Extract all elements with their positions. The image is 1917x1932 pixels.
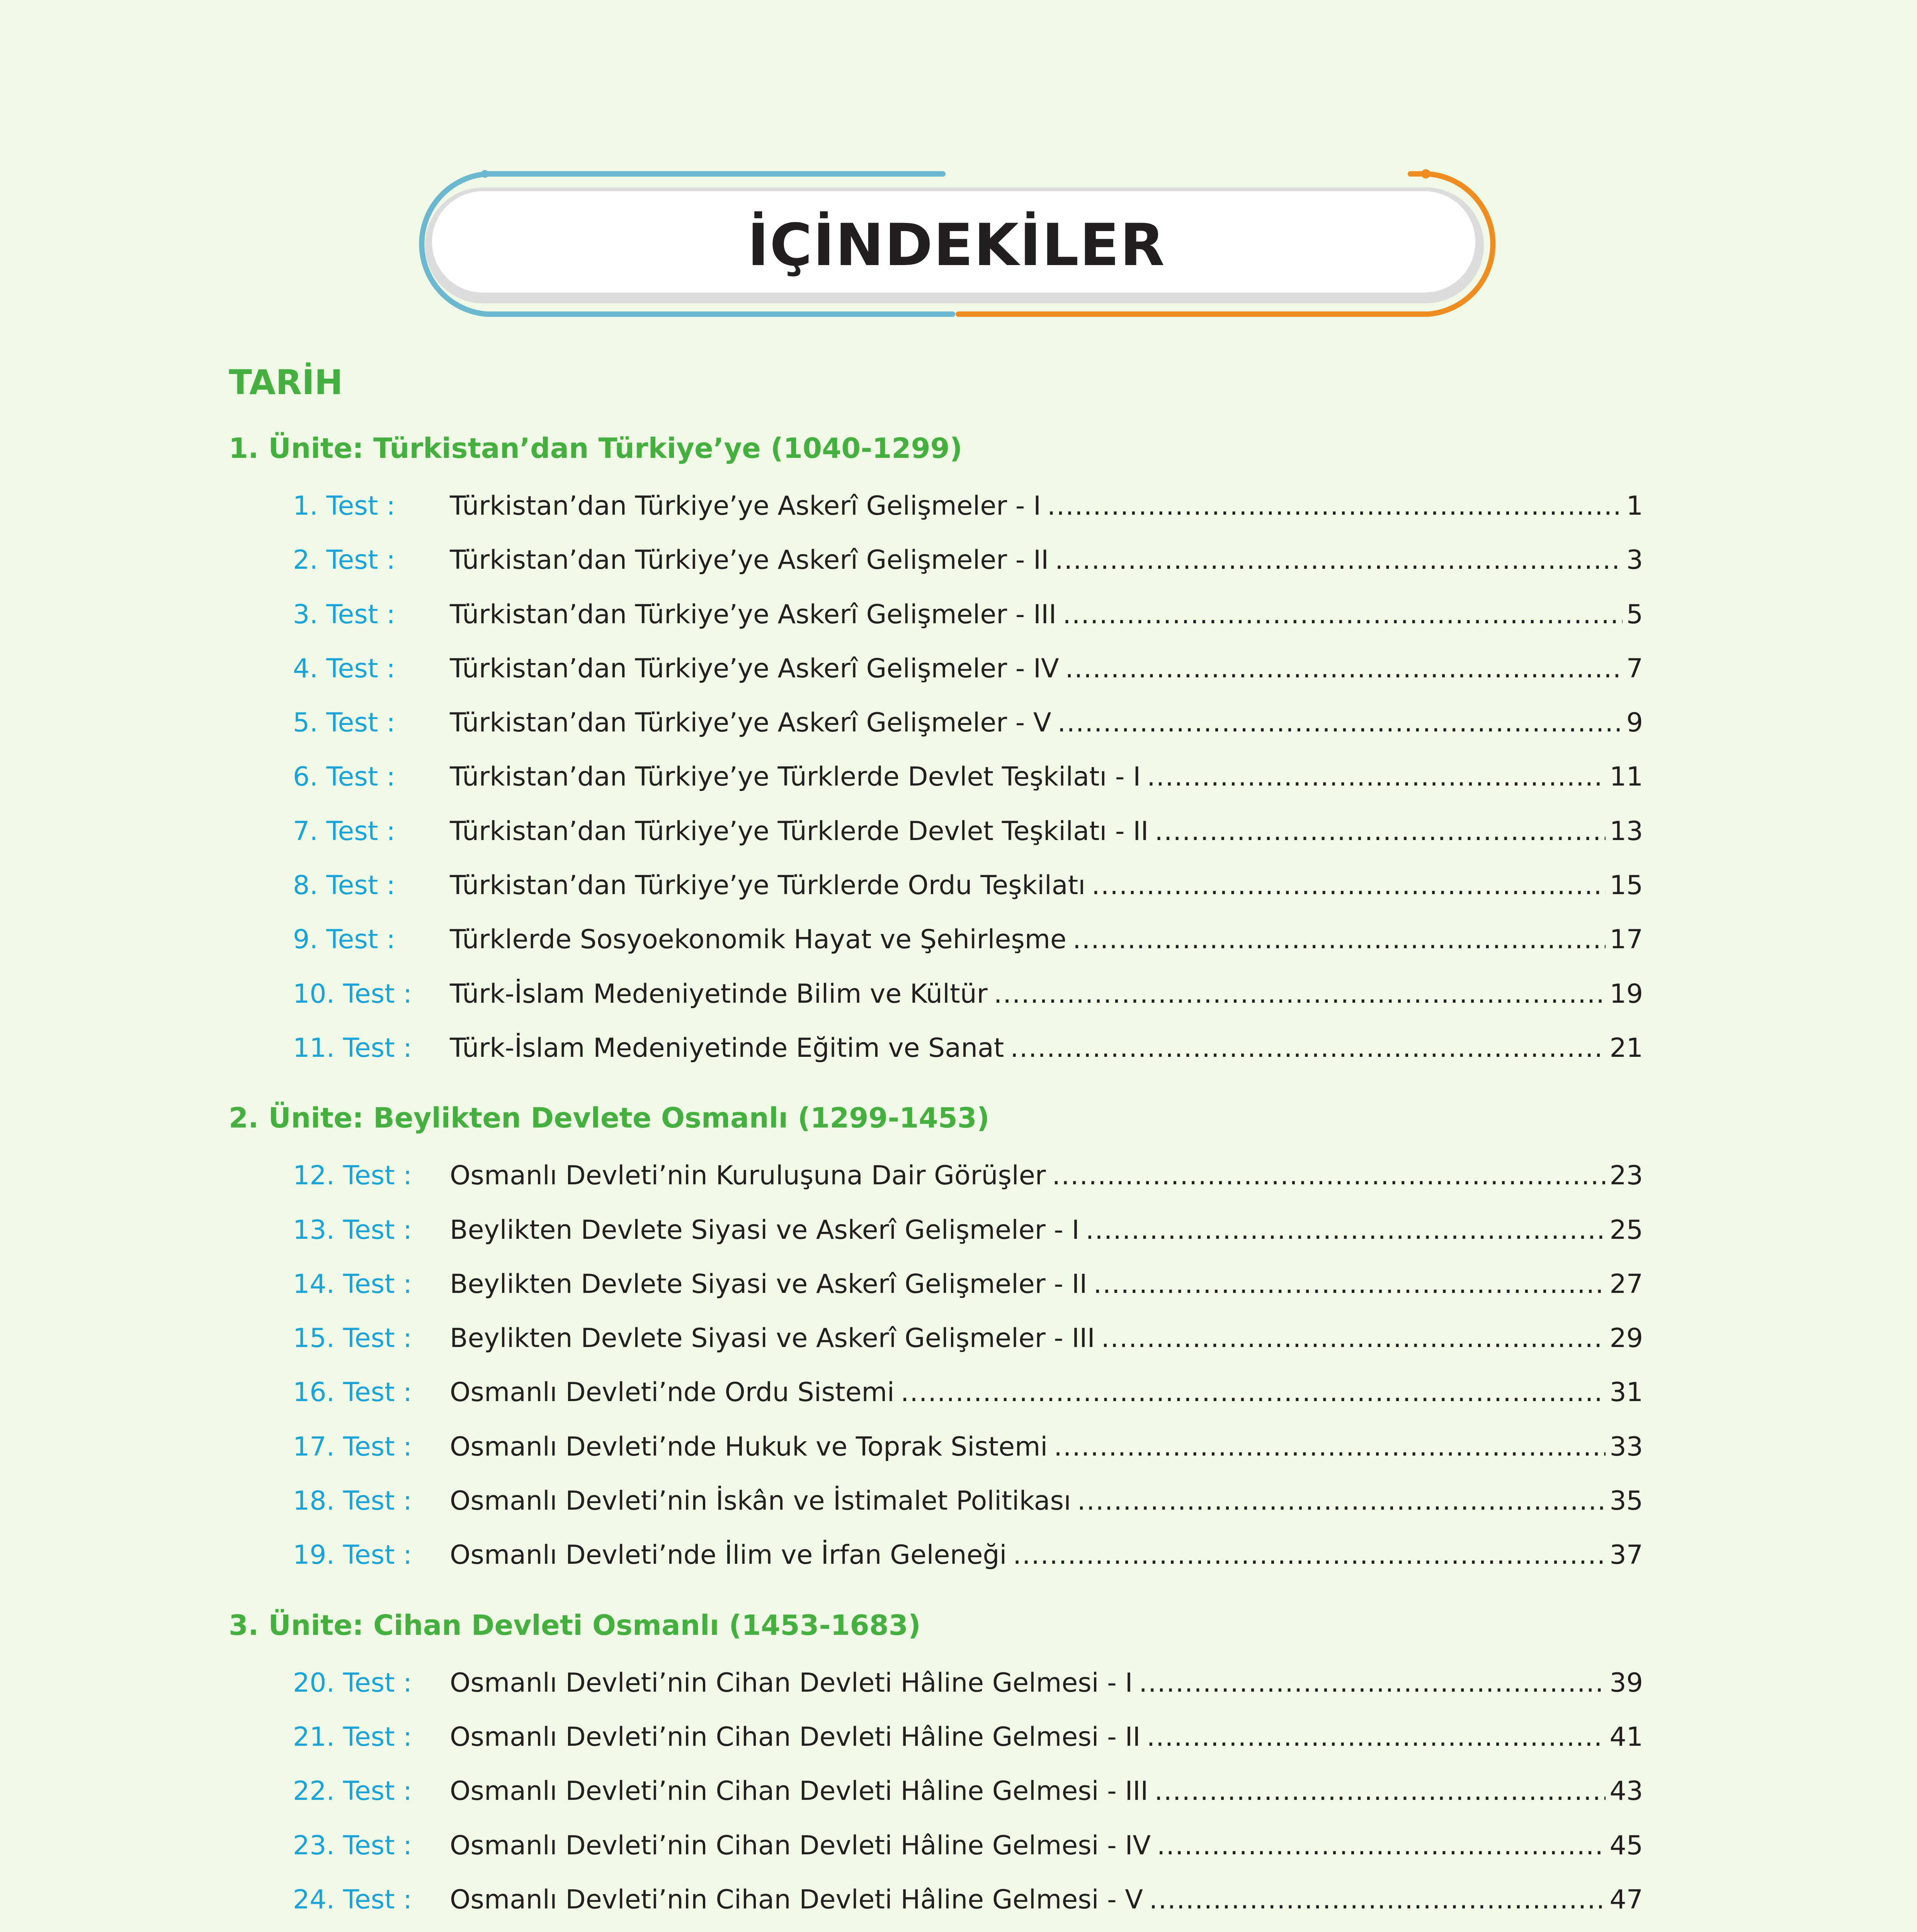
entry-title: Türkistan’dan Türkiye’ye Askerî Gelişmeler - II: [450, 545, 1049, 576]
page-number: 43: [1609, 1776, 1643, 1807]
test-number: 2. Test :: [293, 545, 395, 576]
entry-title: Türkistan’dan Türkiye’ye Askerî Gelişmeler - III: [450, 599, 1057, 630]
dot-leader: [1057, 696, 1622, 750]
page-number: 41: [1609, 1721, 1643, 1752]
entry-title: Türkistan’dan Türkiye’ye Türklerde Devlet Teşkilatı - II: [450, 816, 1149, 847]
entry-title: Osmanlı Devleti’nin Cihan Devleti Hâline Gelmesi - II: [450, 1721, 1141, 1752]
entry-title: Osmanlı Devleti’nin Cihan Devleti Hâline Gelmesi - I: [450, 1667, 1133, 1698]
toc-entry[interactable]: [293, 750, 1643, 804]
toc-entry[interactable]: [293, 1149, 1643, 1203]
entry-title: Türk-İslam Medeniyetinde Eğitim ve Sanat: [450, 1032, 1004, 1063]
test-number: 6. Test :: [293, 762, 395, 793]
dot-leader: [1139, 1656, 1606, 1710]
test-number: 12. Test :: [293, 1160, 412, 1191]
toc-entry[interactable]: [293, 533, 1643, 587]
test-number: 19. Test :: [293, 1540, 412, 1571]
dot-leader: [994, 967, 1606, 1021]
toc-entry[interactable]: [293, 479, 1643, 533]
unit-title: 2. Ünite: Beylikten Devlete Osmanlı (1299-1453): [229, 1102, 990, 1134]
entry-title: Türk-İslam Medeniyetinde Bilim ve Kültür: [450, 978, 988, 1009]
entry-title: Osmanlı Devleti’nin Cihan Devleti Hâline Gelmesi - V: [450, 1884, 1143, 1915]
dot-leader: [1013, 1528, 1606, 1582]
toc-entry[interactable]: [293, 1311, 1643, 1366]
entry-title: Beylikten Devlete Siyasi ve Askerî Gelişmeler - II: [450, 1269, 1087, 1299]
page-number: [1606, 1927, 1643, 1932]
toc-entry[interactable]: [293, 1257, 1643, 1311]
test-number: 15. Test :: [293, 1323, 412, 1354]
toc-entry[interactable]: [293, 588, 1643, 642]
dot-leader: [1157, 1819, 1606, 1873]
entry-title: Beylikten Devlete Siyasi ve Askerî Gelişmeler - I: [450, 1214, 1080, 1245]
page-number: 9: [1626, 707, 1643, 738]
dot-leader: [1065, 642, 1623, 696]
entry-title: Osmanlı Devleti’nin Kuruluşuna Dair Görüşler: [450, 1160, 1046, 1191]
toc-entry[interactable]: [293, 1203, 1643, 1257]
toc-unit: [229, 1087, 1643, 1582]
toc-entry[interactable]: [293, 1420, 1643, 1474]
dot-leader: [1052, 1149, 1606, 1203]
toc-entry[interactable]: [293, 1927, 1643, 1932]
dot-leader: [1086, 1203, 1606, 1257]
test-number: 20. Test :: [293, 1667, 412, 1698]
dot-leader: [1092, 859, 1606, 913]
entry-title: Türkistan’dan Türkiye’ye Türklerde Devlet Teşkilatı - I: [450, 762, 1141, 793]
test-number: 5. Test :: [293, 707, 395, 738]
dot-leader: [1073, 913, 1606, 967]
page-number: 23: [1609, 1160, 1643, 1191]
toc-entry[interactable]: [293, 1764, 1643, 1818]
entry-title: Beylikten Devlete Siyasi ve Askerî Gelişmeler - III: [450, 1323, 1095, 1354]
dot-leader: [1101, 1311, 1606, 1366]
test-number: 8. Test :: [293, 870, 395, 901]
toc-entry[interactable]: [293, 1873, 1643, 1927]
toc-entry[interactable]: [293, 1819, 1643, 1873]
dot-leader: [1157, 1927, 1606, 1932]
title-banner: [410, 170, 1503, 321]
dot-leader: [1155, 804, 1606, 859]
page-title: İÇİNDEKİLER: [747, 212, 1165, 279]
test-number: 9. Test :: [293, 924, 395, 955]
page-number: 31: [1609, 1377, 1643, 1408]
page-number: 15: [1609, 870, 1643, 901]
page-number: 17: [1609, 924, 1643, 955]
dot-leader: [1094, 1257, 1606, 1311]
toc-entry[interactable]: [293, 642, 1643, 696]
page-number: 7: [1626, 653, 1643, 684]
entry-title: Osmanlı Devleti’nin Cihan Devleti Hâline Gelmesi - IV: [450, 1830, 1151, 1861]
toc-unit: [229, 417, 1643, 1075]
page-number: 3: [1626, 545, 1643, 576]
page-number: 1: [1626, 491, 1643, 521]
dot-leader: [1146, 1710, 1606, 1764]
test-number: 13. Test :: [293, 1214, 412, 1245]
dot-leader: [1077, 1474, 1606, 1528]
entry-title: Osmanlı Devleti’nde Ordu Sistemi: [450, 1377, 895, 1408]
toc-content: [229, 352, 1643, 1932]
test-number: 24. Test :: [293, 1884, 412, 1915]
test-number: 17. Test :: [293, 1431, 412, 1462]
toc-entry[interactable]: [293, 967, 1643, 1021]
dot-leader: [1055, 533, 1623, 587]
toc-entry[interactable]: [293, 1656, 1643, 1710]
test-number: [293, 1927, 450, 1932]
page-number: 19: [1609, 978, 1643, 1009]
page-number: 37: [1609, 1540, 1643, 1571]
page-number: 33: [1609, 1431, 1643, 1462]
entry-title: Türkistan’dan Türkiye’ye Askerî Gelişmeler - IV: [450, 653, 1059, 684]
dot-leader: [901, 1366, 1606, 1420]
page-number: 27: [1609, 1269, 1643, 1299]
dot-leader: [1010, 1021, 1606, 1075]
entry-title: Osmanlı Devleti’nin İskân ve İstimalet Politikası: [450, 1486, 1071, 1517]
entry-title: Türklerde Sosyoekonomik Hayat ve Şehirleşme: [450, 924, 1067, 955]
dot-leader: [1149, 1873, 1606, 1927]
entry-title: Türkistan’dan Türkiye’ye Askerî Gelişmeler - V: [450, 707, 1051, 738]
dot-leader: [1147, 750, 1606, 804]
dot-leader: [1047, 479, 1623, 533]
test-number: 10. Test :: [293, 978, 412, 1009]
page-number: 47: [1609, 1884, 1643, 1915]
section-title: TARİH: [229, 362, 343, 402]
entry-title: Osmanlı Devleti’nde Hukuk ve Toprak Sistemi: [450, 1431, 1048, 1462]
toc-units: [229, 417, 1643, 1932]
toc-entry[interactable]: [293, 859, 1643, 913]
entry-title: Osmanlı Devleti’nde İlim ve İrfan Geleneği: [450, 1540, 1007, 1571]
toc-entry[interactable]: [293, 696, 1643, 750]
test-number: 11. Test :: [293, 1032, 412, 1063]
page-number: 29: [1609, 1323, 1643, 1354]
dot-leader: [1054, 1420, 1606, 1474]
page-number: 13: [1609, 816, 1643, 847]
page-number: 39: [1609, 1667, 1643, 1698]
toc-entry[interactable]: [293, 913, 1643, 967]
test-number: 18. Test :: [293, 1486, 412, 1517]
unit-title: 1. Ünite: Türkistan’dan Türkiye’ye (1040-1299): [229, 432, 963, 464]
toc-unit: [229, 1594, 1643, 1932]
toc-entry[interactable]: [293, 804, 1643, 859]
test-number: 4. Test :: [293, 653, 395, 684]
toc-entry[interactable]: [293, 1474, 1643, 1528]
test-number: 7. Test :: [293, 816, 395, 847]
test-number: 14. Test :: [293, 1269, 412, 1299]
test-number: 3. Test :: [293, 599, 395, 630]
entry-title: Osmanlı Devleti’nin Cihan Devleti Hâline Gelmesi - III: [450, 1776, 1148, 1807]
test-number: 23. Test :: [293, 1830, 412, 1861]
toc-entry[interactable]: [293, 1710, 1643, 1764]
page-number: 35: [1609, 1486, 1643, 1517]
page-number: 25: [1609, 1214, 1643, 1245]
page-number: 45: [1609, 1830, 1643, 1861]
page-number: 21: [1609, 1032, 1643, 1063]
entry-title: Türkistan’dan Türkiye’ye Türklerde Ordu Teşkilatı: [450, 870, 1086, 901]
page-number: 5: [1626, 599, 1643, 630]
dot-leader: [1154, 1764, 1606, 1818]
toc-entry[interactable]: [293, 1528, 1643, 1582]
test-number: 22. Test :: [293, 1776, 412, 1807]
entry-title: Türkistan’dan Türkiye’ye Askerî Gelişmeler - I: [450, 491, 1041, 521]
toc-entry[interactable]: [293, 1366, 1643, 1420]
entry-title: [450, 1927, 1157, 1932]
test-number: 1. Test :: [293, 491, 395, 521]
toc-entry[interactable]: [293, 1021, 1643, 1075]
test-number: 21. Test :: [293, 1721, 412, 1752]
dot-leader: [1063, 588, 1623, 642]
unit-title: 3. Ünite: Cihan Devleti Osmanlı (1453-1683): [229, 1609, 921, 1641]
page-number: 11: [1609, 762, 1643, 793]
test-number: 16. Test :: [293, 1377, 412, 1408]
